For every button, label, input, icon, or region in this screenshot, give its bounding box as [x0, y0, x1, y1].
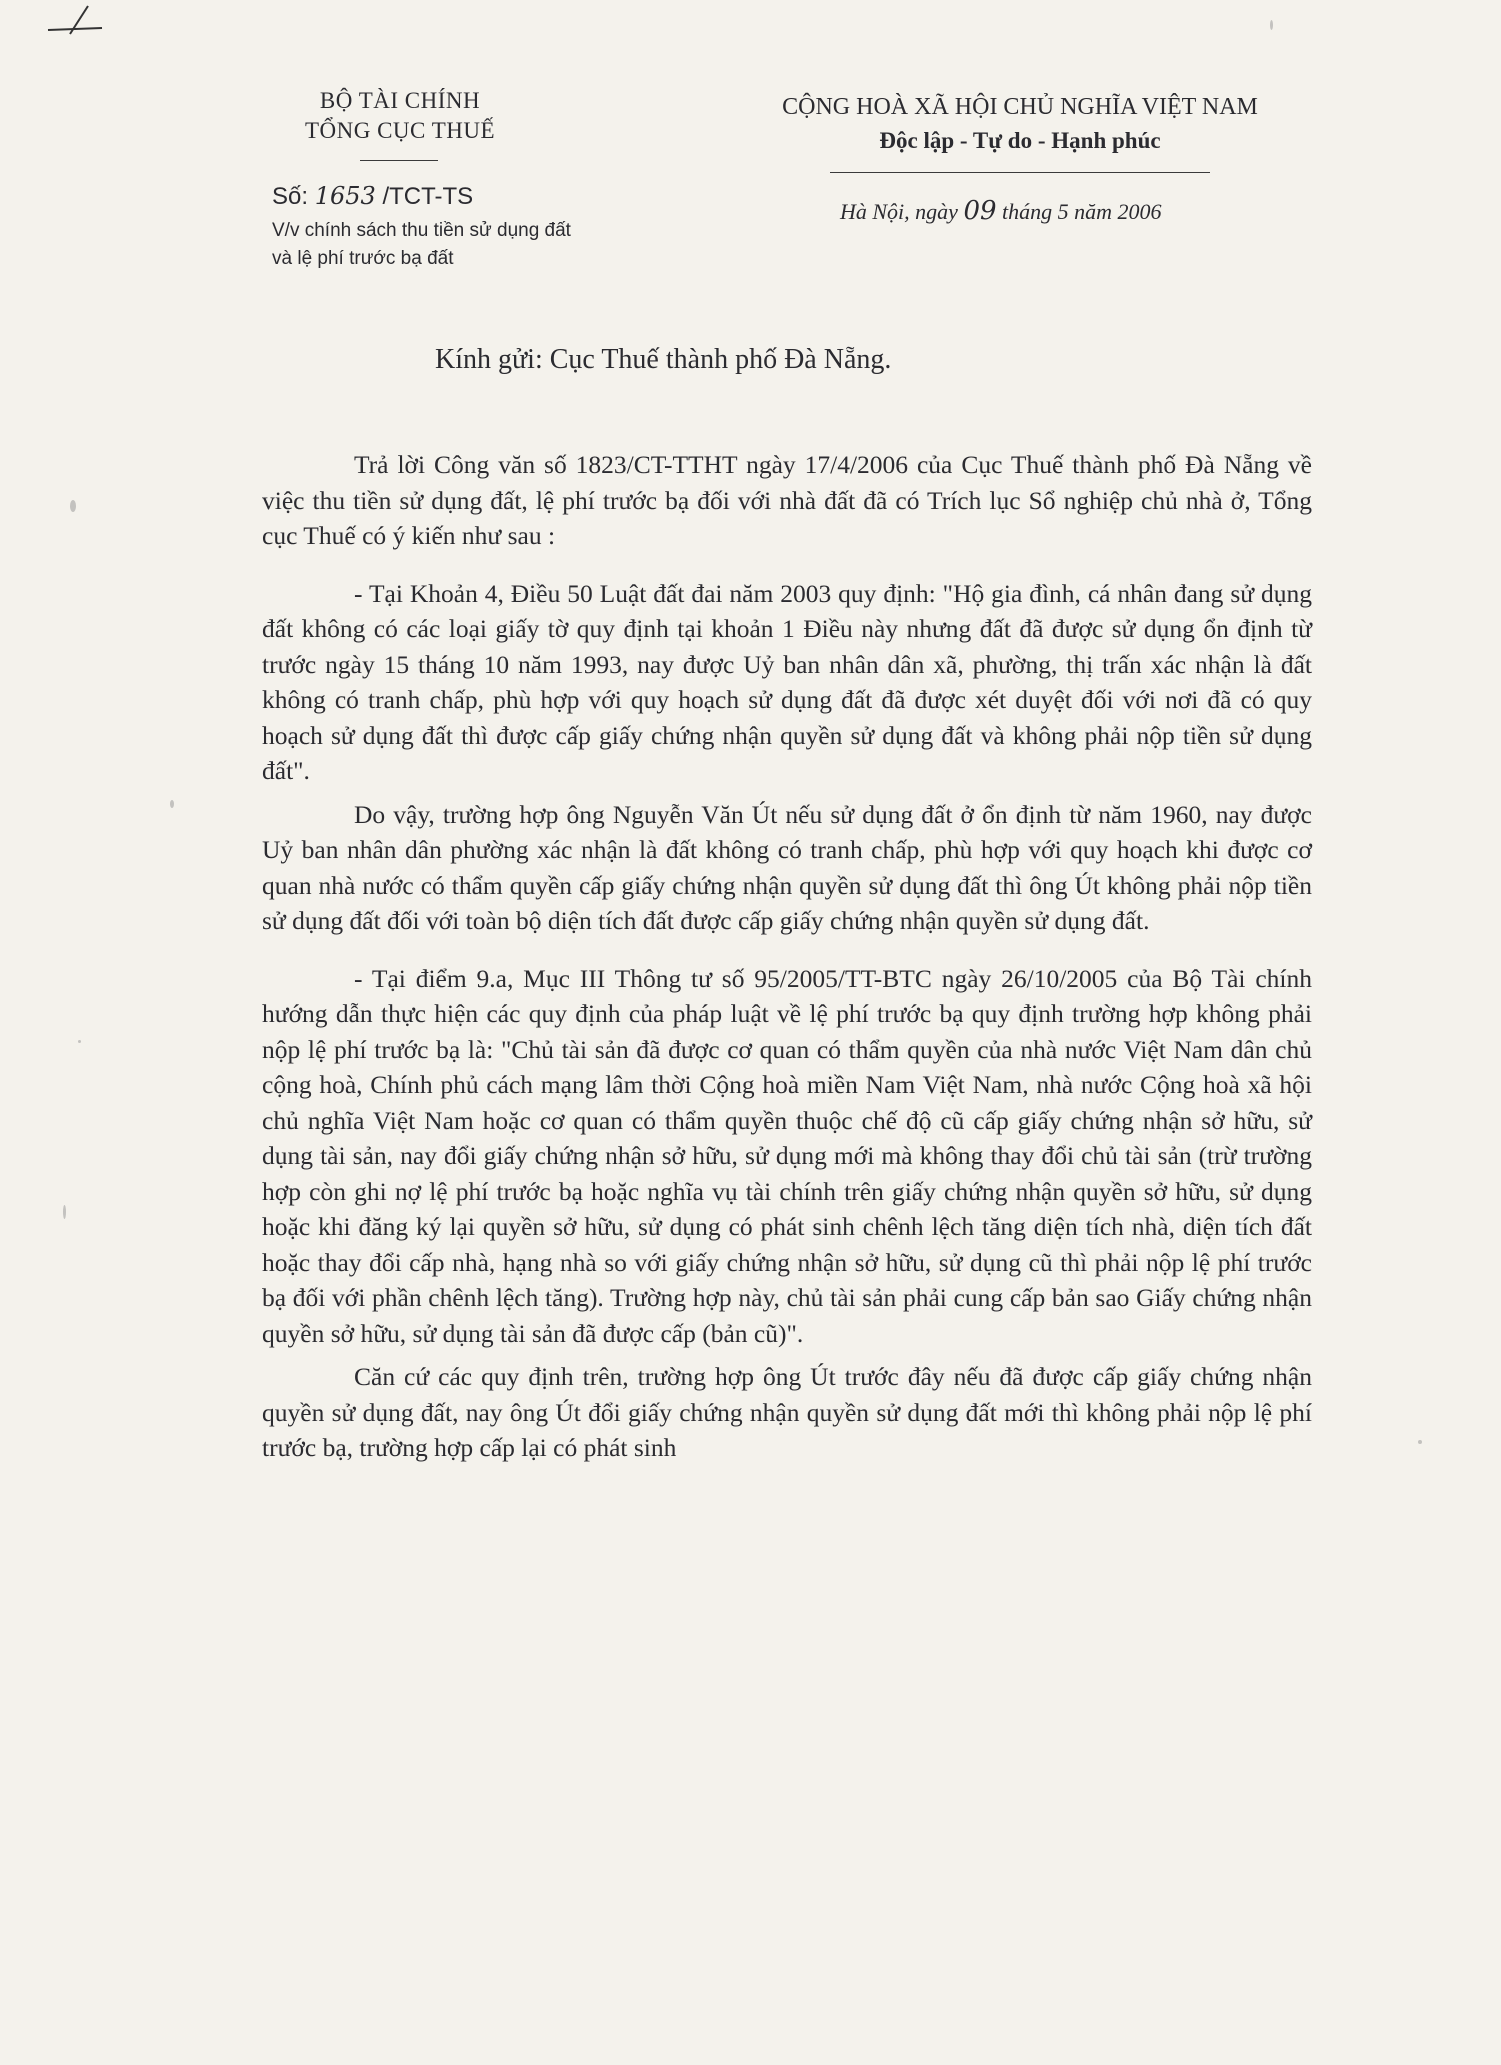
- agency-underline: [360, 160, 438, 161]
- scan-speck: [1270, 20, 1273, 30]
- nation-title: CỘNG HOÀ XÃ HỘI CHỦ NGHĨA VIỆT NAM: [782, 94, 1258, 120]
- body-paragraph: Căn cứ các quy định trên, trường hợp ông Út trước đây nếu đã được cấp giấy chứng nhận quyền sử dụng đất, nay ông Út đổi giấy chứng nhận quyền sử dụng đất mới thì không phải nộp lệ phí trước bạ, trường hợp cấp lại có phát sinh: [262, 1362, 1312, 1462]
- number-suffix: /TCT-TS: [382, 183, 474, 210]
- subject-line-2: và lệ phí trước bạ đất: [272, 248, 454, 269]
- motto-underline: [830, 172, 1210, 173]
- date-rest: tháng 5 năm 2006: [1002, 199, 1162, 224]
- body-paragraph: - Tại Khoản 4, Điều 50 Luật đất đai năm 2003 quy định: "Hộ gia đình, cá nhân đang sử dụng đất không có các loại giấy tờ quy định tại khoản 1 Điều này nhưng đất đã được sử dụng ổn định từ trước ngày 15 tháng 10 năm 1993, nay được Uỷ ban nhân dân xã, phường, thị trấn xác nhận là đất không có tranh chấp, phù hợp với quy hoạch sử dụng đất đã được xét duyệt đối với nơi đã có quy hoạch sử dụng đất thì được cấp giấy chứng nhận quyền sử dụng đất và không phải nộp tiền sử dụng đất".: [262, 578, 1312, 785]
- number-handwritten: 1653: [314, 182, 376, 210]
- scan-speck: [78, 1040, 81, 1043]
- body-paragraph: Trả lời Công văn số 1823/CT-TTHT ngày 17/4/2006 của Cục Thuế thành phố Đà Nẵng về việc thu tiền sử dụng đất, lệ phí trước bạ đối với nhà đất đã có Trích lục Sổ nghiệp chủ nhà ở, Tổng cục Thuế có ý kiến như sau :: [262, 450, 1312, 550]
- issue-date: [840, 196, 1162, 226]
- handwritten-mark-icon: [40, 0, 110, 40]
- scan-speck: [170, 800, 174, 808]
- motto: Độc lập - Tự do - Hạnh phúc: [879, 128, 1161, 153]
- department-name: TỔNG CỤC THUẾ: [304, 118, 496, 143]
- ministry-name: BỘ TÀI CHÍNH: [319, 88, 481, 113]
- scan-speck: [70, 500, 76, 512]
- subject-line-1: V/v chính sách thu tiền sử dụng đất: [272, 220, 571, 241]
- number-label: Số:: [272, 183, 309, 210]
- date-day-handwritten: 09: [963, 196, 997, 226]
- body-paragraph: Do vậy, trường hợp ông Nguyễn Văn Út nếu sử dụng đất ở ổn định từ năm 1960, nay được Uỷ ban nhân dân phường xác nhận là đất không có tranh chấp, phù hợp với quy hoạch khi được cơ quan nhà nước có thẩm quyền cấp giấy chứng nhận quyền sử dụng đất thì ông Út không phải nộp tiền sử dụng đất đối với toàn bộ diện tích đất được cấp giấy chứng nhận quyền sử dụng đất.: [262, 799, 1312, 935]
- scan-speck: [1418, 1440, 1422, 1444]
- body-paragraph: - Tại điểm 9.a, Mục III Thông tư số 95/2005/TT-BTC ngày 26/10/2005 của Bộ Tài chính hướng dẫn thực hiện các quy định của pháp luật về lệ phí trước bạ quy định trường hợp không phải nộp lệ phí trước bạ là: "Chủ tài sản đã được cơ quan có thẩm quyền của nhà nước Việt Nam dân chủ cộng hoà, Chính phủ cách mạng lâm thời Cộng hoà miền Nam Việt Nam, nhà nước Cộng hoà xã hội chủ nghĩa Việt Nam hoặc cơ quan có thẩm quyền thuộc chế độ cũ cấp giấy chứng nhận sở hữu, sử dụng tài sản, nay đổi giấy chứng nhận sở hữu, sử dụng mới mà không thay đổi chủ tài sản (trừ trường hợp còn ghi nợ lệ phí trước bạ hoặc nghĩa vụ tài chính trên giấy chứng nhận quyền sở hữu, sử dụng hoặc khi đăng ký lại quyền sở hữu, sử dụng có phát sinh chênh lệch tăng diện tích nhà, diện tích đất hoặc thay đổi cấp nhà, hạng nhà so với giấy chứng nhận sở hữu, sử dụng cũ thì phải nộp lệ phí trước bạ đối với phần chênh lệch tăng). Trường hợp này, chủ tài sản phải cung cấp bản sao Giấy chứng nhận quyền sở hữu, sử dụng tài sản đã được cấp (bản cũ)".: [262, 963, 1312, 1348]
- recipient-line: Kính gửi: Cục Thuế thành phố Đà Nẵng.: [435, 344, 892, 375]
- document-number: [272, 182, 473, 211]
- national-header: [720, 90, 1320, 158]
- scan-speck: [63, 1205, 66, 1219]
- date-prefix: Hà Nội, ngày: [840, 199, 958, 224]
- issuing-agency: [255, 86, 545, 146]
- letter-body: [262, 447, 1312, 1466]
- document-subject: [272, 217, 692, 273]
